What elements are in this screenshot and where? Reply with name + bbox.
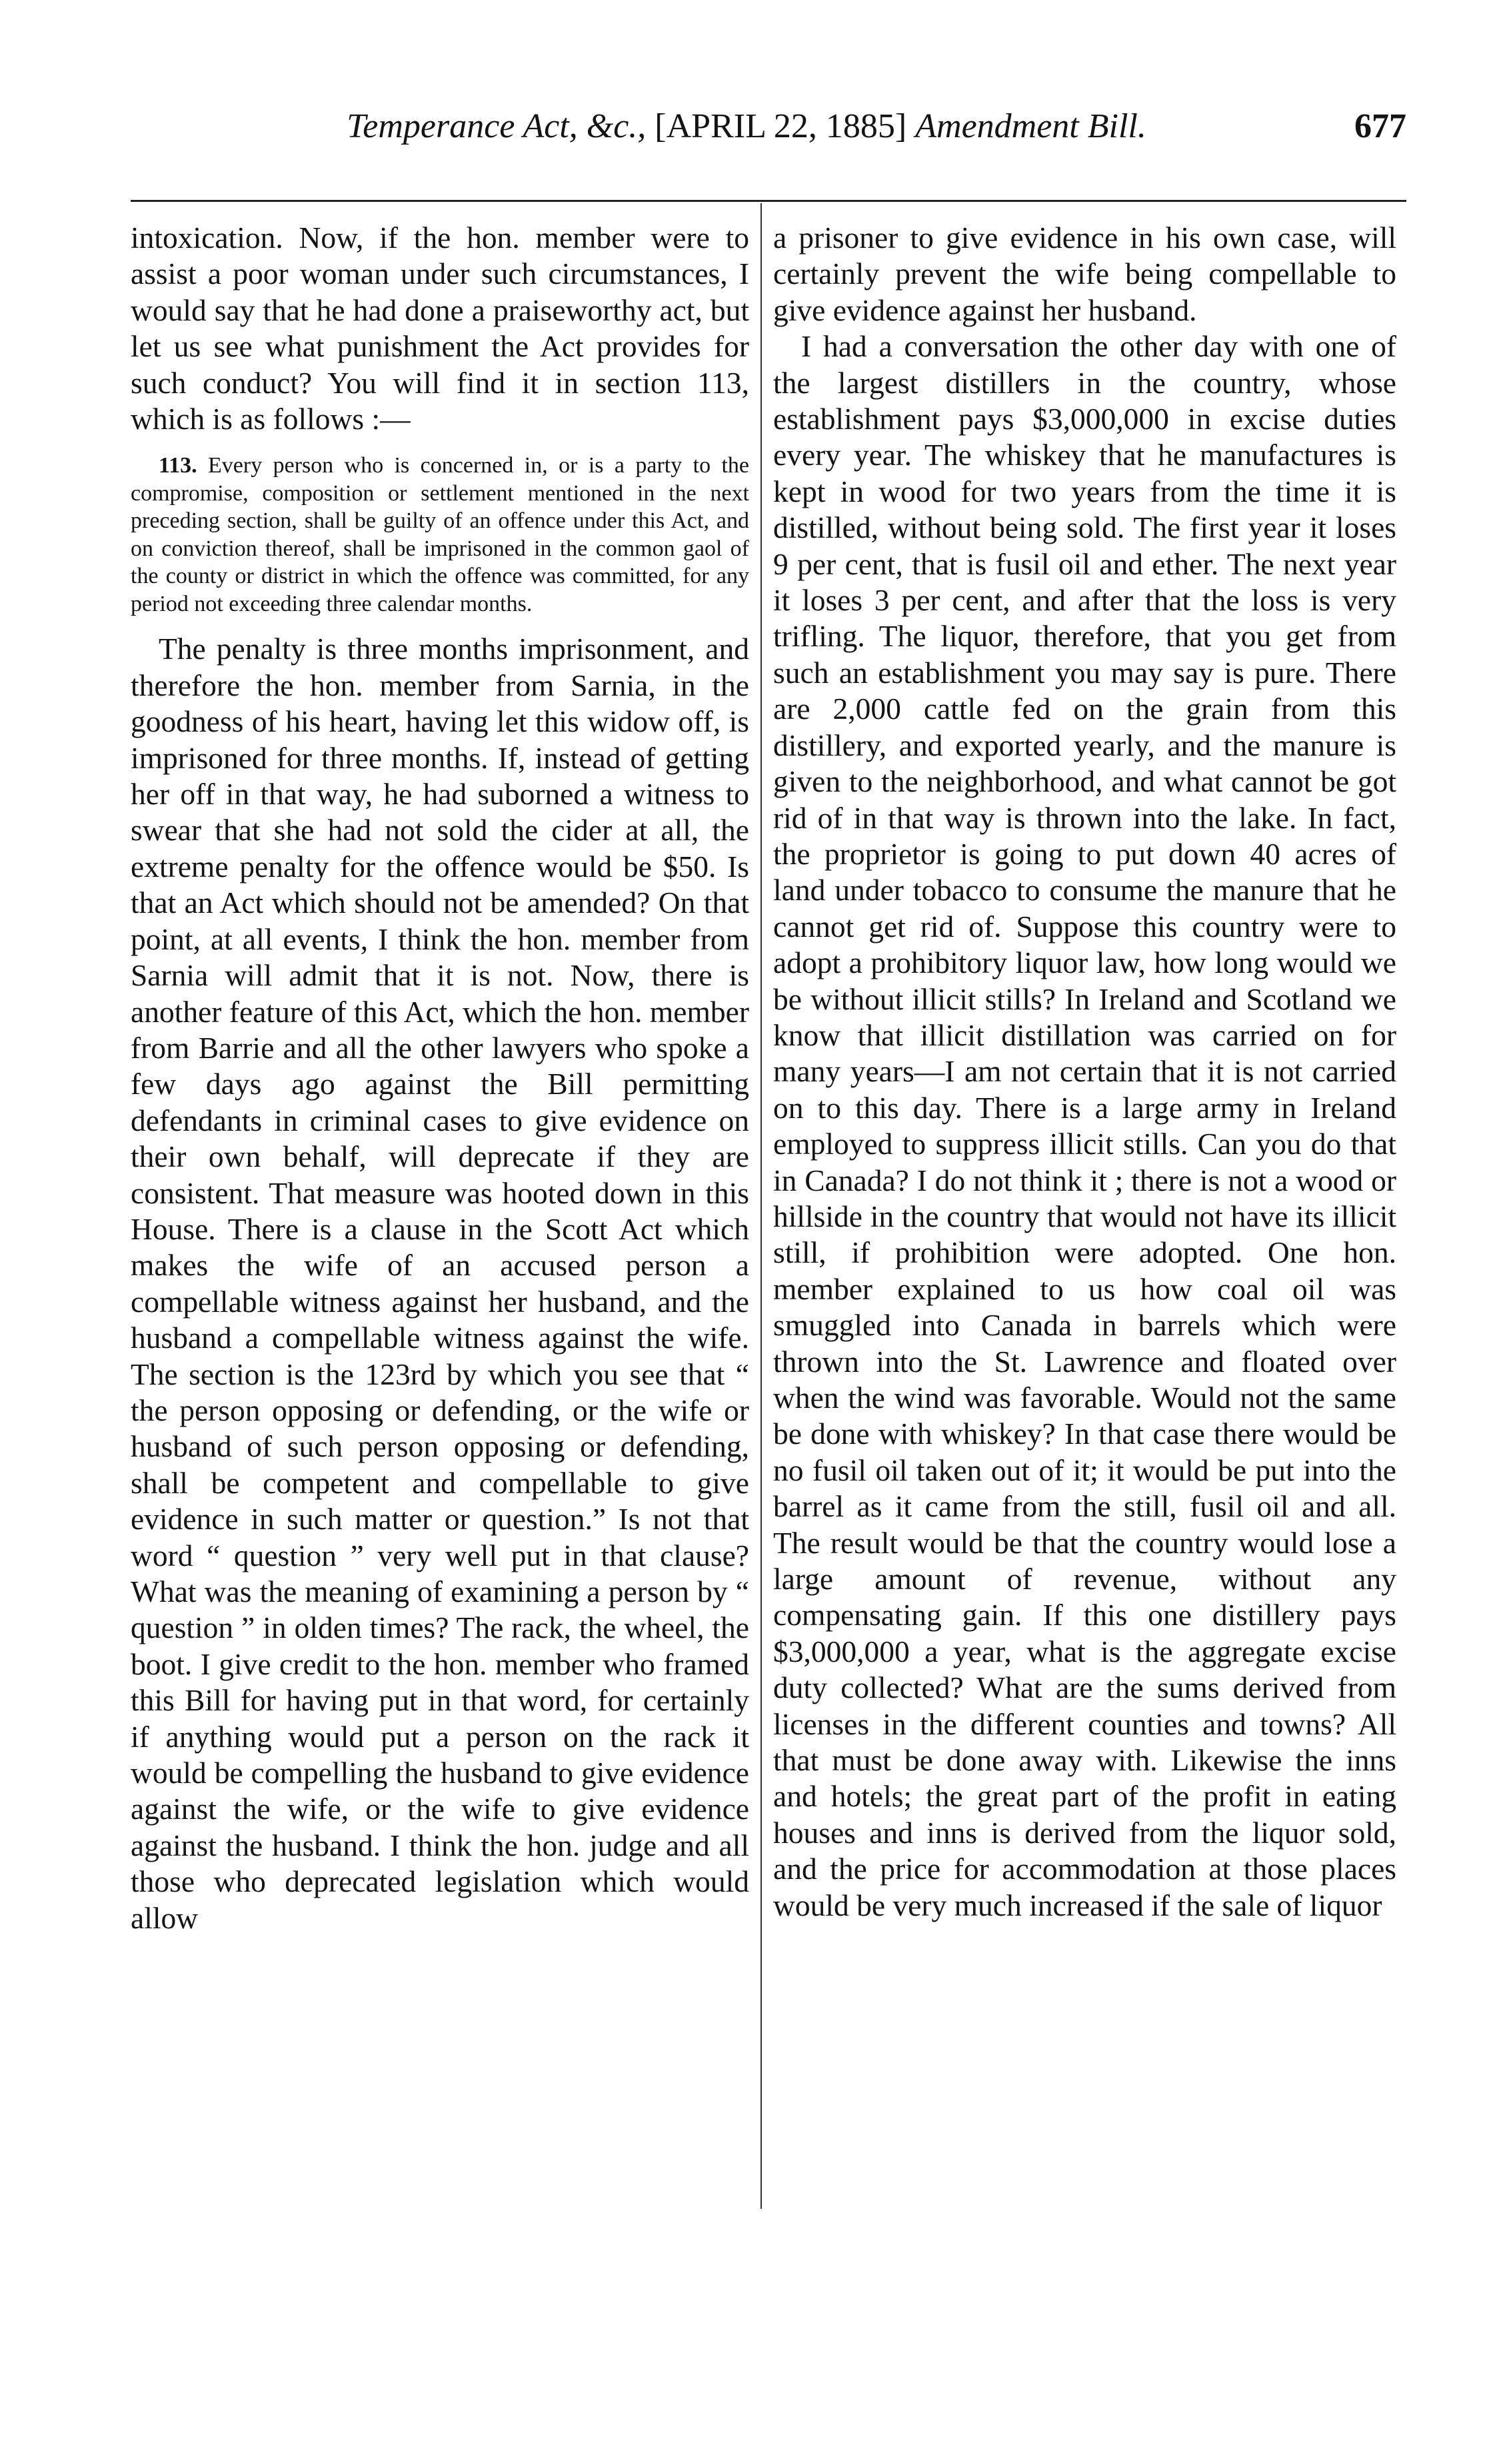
right-paragraph-2: I had a conversation the other day with one of the largest distillers in the country, whose establishment pays $3,000,000 in excise duties every year. The whiskey that he manufactures is kept in wood for two years from the time it is distilled, without being sold. The first year it loses 9 per cent, that is fusil oil and ether. The next year it loses 3 per cent, and after that the loss is very trifling. The liquor, therefore, that you get from such an establishment you may say is pure. There are 2,000 cattle fed on the grain from this distillery, and exported yearly, and the manure is given to the neighborhood, and what cannot be got rid of in that way is thrown into the lake. In fact, the proprietor is going to put down 40 acres of land under tobacco to consume the manure that he cannot get rid of. Suppose this country were to adopt a prohibitory liquor law, how long would we be without illicit stills? In Ireland and Scotland we know that illicit distillation was carried on for many years—I am not certain that it is not carried on to this day. There is a large army in Ireland employed to suppress illicit stills. Can you do that in Canada? I do not think it ; there is not a wood or hillside in the country that would not have its illicit still, if prohibition were adopted. One hon. member explained to us how coal oil was smuggled into Canada in barrels which were thrown into the St. Lawrence and floated over when the wind was favorable. Would not the same be done with whiskey? In that case there would be no fusil oil taken out of it; it would be put into the barrel as it came from the still, fusil oil and all. The result would be that the country would lose a large amount of revenue, without any compensating gain. If this one distillery pays $3,000,000 a year, what is the aggregate excise duty collected? What are the sums derived from licenses in the different counties and towns? All that must be done away with. Likewise the inns and hotels; the great part of the profit in eating houses and inns is derived from the liquor sold, and the price for accommodation at those places would be very much increased if the sale of liquor bbox=[773, 329, 1396, 1922]
header-date: [APRIL 22, 1885] bbox=[655, 107, 907, 145]
left-column bbox=[131, 220, 749, 1936]
left-paragraph-2: The penalty is three months imprisonment, and therefore the hon. member from Sarnia, in the goodness of his heart, having let this widow off, is imprisoned for three months. If, instead of getting her off in that way, he had suborned a witness to swear that she had not sold the cider at all, the extreme penalty for the offence would be $50. Is that an Act which should not be amended? On that point, at all events, I think the hon. member from Sarnia will admit that it is not. Now, there is another feature of this Act, which the hon. member from Barrie and all the other lawyers who spoke a few days ago against the Bill permitting defendants in criminal cases to give evidence on their own behalf, will deprecate if they are consistent. That measure was hooted down in this House. There is a clause in the Scott Act which makes the wife of an accused person a compellable witness against her husband, and the husband a compellable witness against the wife. The section is the 123rd by which you see that “ the person opposing or defending, or the wife or husband of such person opposing or defending, shall be competent and compellable to give evidence in such matter or question.” Is not that word “ question ” very well put in that clause? What was the meaning of examining a person by “ question ” in olden times? The rack, the wheel, the boot. I give credit to the hon. member who framed this Bill for having put in that word, for certainly if anything would put a person on the rack it would be compelling the husband to give evidence against the wife, or the wife to give evidence against the husband. I think the hon. judge and all those who deprecated legislation which would allow bbox=[131, 632, 749, 1935]
quoted-section-113 bbox=[131, 452, 749, 618]
right-paragraph-1: a prisoner to give evidence in his own case, will certainly prevent the wife being compellable to give evidence against her husband. bbox=[773, 221, 1396, 327]
header-rule bbox=[131, 200, 1406, 202]
header-title-right: Amendment Bill. bbox=[915, 107, 1146, 145]
left-paragraph-1: intoxication. Now, if the hon. member were to assist a poor woman under such circumstances, I would say that he had done a praiseworthy act, but let us see what punishment the Act provides for such conduct? You will find it in section 113, which is as follows :— bbox=[131, 221, 749, 436]
quote-section-number: 113. bbox=[159, 453, 197, 478]
running-header bbox=[127, 100, 1406, 153]
quote-section-text: Every person who is concerned in, or is a party to the compromise, composition or settlement mentioned in the next preceding section, shall be guilty of an offence under this Act, and on conviction thereof, shall be imprisoned in the common gaol of the county or district in which the offence was committed, for any period not exceeding three calendar months. bbox=[131, 453, 750, 616]
running-title bbox=[207, 100, 1286, 153]
right-column bbox=[773, 220, 1396, 1924]
header-title-left: Temperance Act, &c., bbox=[347, 107, 647, 145]
page-number: 677 bbox=[1354, 107, 1406, 145]
column-divider bbox=[760, 203, 762, 2209]
